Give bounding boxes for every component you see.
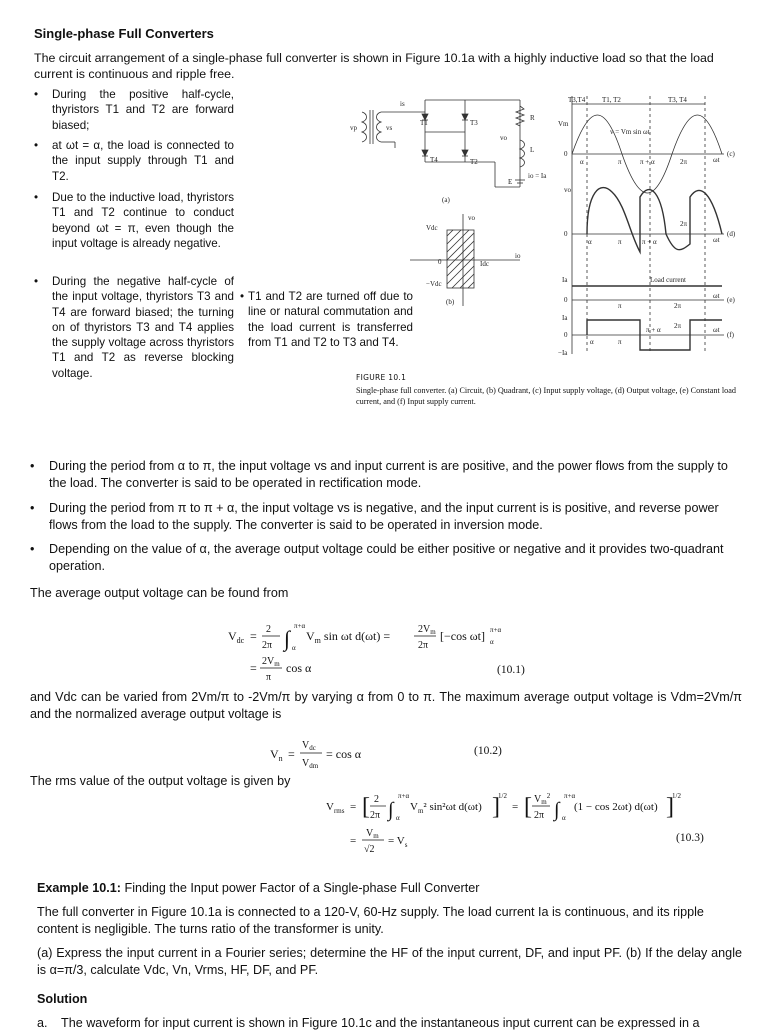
- equation-10-1: [228, 618, 528, 688]
- fig-label-pi-alpha-d: π + α: [642, 238, 657, 246]
- fig-label-pi-e: π: [618, 302, 622, 310]
- list-item: • Due to the inductive load, thyristors T1 and T2 continue to conduct beyond ωt = π, even though the input voltage is already negative.: [34, 191, 234, 250]
- fig-label-alpha-f: α: [590, 338, 594, 346]
- fig-label-alpha-c: α: [580, 158, 584, 166]
- fig-label-load-current: Load current: [650, 276, 686, 284]
- svg-text:[: [: [362, 794, 370, 820]
- fig-label-pi-alpha-c: π + α: [640, 158, 655, 166]
- fig-label-pi-alpha-f: π + α: [646, 326, 661, 334]
- fig-label-L: L: [530, 146, 535, 154]
- svg-text:∫: ∫: [388, 799, 394, 821]
- figure-10-1: [350, 92, 740, 362]
- example-label: Example 10.1:: [37, 881, 122, 895]
- svg-text:Vm sin ωt d(ωt) =: $V_m$ sin ωt d(ωt) =: [306, 629, 391, 645]
- svg-text:2π: 2π: [370, 810, 381, 821]
- svg-text:cos α: cos α: [286, 661, 312, 675]
- svg-text:2: 2: [374, 794, 379, 805]
- svg-text:]: ]: [666, 794, 674, 820]
- svg-text:2π: 2π: [418, 640, 429, 651]
- fig-label-E: E: [508, 178, 513, 186]
- fig-label-T3: T3: [470, 119, 478, 127]
- svg-text:2π: 2π: [534, 810, 545, 821]
- fig-label-T1: T1: [420, 119, 428, 127]
- list-item: • at ωt = α, the load is connected to the input supply through T1 and T2.: [34, 139, 234, 183]
- svg-text:=: =: [250, 629, 257, 643]
- svg-text:π+α: π+α: [294, 622, 306, 630]
- fig-label-sub-c: (c): [727, 150, 735, 158]
- fig-label-zero-c: 0: [564, 150, 568, 158]
- svg-text:α: α: [490, 638, 494, 646]
- fig-label-sub-f: (f): [727, 331, 734, 339]
- fig-label-Ia-e: Ia: [562, 276, 568, 284]
- equation-10-2: [270, 736, 390, 776]
- bullet-text: During the period from α to π, the input voltage vs and input current is are positive, and the power flows from the supply to the load. The converter is said to be operated in rectification mode.: [49, 459, 728, 490]
- figure-caption: Single-phase full converter. (a) Circuit, (b) Quadrant, (c) Input supply voltage, (d) Output voltage, (e) Constant load current, and (f) Input supply current.: [356, 386, 736, 406]
- vdc-range-paragraph: and Vdc can be varied from 2Vm/π to -2Vm/π by varying α from 0 to π. The maximum average output voltage is Vdm=2Vm/π and the normalized average output voltage is: [30, 690, 742, 721]
- svg-text:Vdc: $V_{dc}$: [228, 629, 245, 645]
- svg-text:[: [: [524, 794, 532, 820]
- fig-label-2pi-e: 2π: [674, 302, 682, 310]
- svg-text:α: α: [292, 644, 296, 652]
- fig-label-vo-d: vo: [564, 186, 571, 194]
- fig-label-R: R: [530, 114, 535, 122]
- svg-text:π+α: π+α: [564, 792, 576, 800]
- fig-label-io: io = Ia: [528, 172, 547, 180]
- svg-text:=: =: [512, 801, 519, 813]
- example-body: The full converter in Figure 10.1a is connected to a 120-V, 60-Hz supply. The load current Ia is continuous, and its ripple content is negligible. The turns ratio of the transformer is unity.: [37, 905, 704, 936]
- fig-label-vs: vs: [386, 124, 393, 132]
- fig-label-T1T2-top: T1, T2: [602, 96, 621, 104]
- svg-text:=: =: [350, 801, 357, 813]
- equation-number: (10.2): [474, 745, 502, 757]
- fig-label-2pi-f: 2π: [674, 322, 682, 330]
- bullet-text: During the negative half-cycle of the input voltage, thyristors T3 and T4 are forward biased; the turning on of thyristors T3 and T4 applies the supply voltage across thyristors T1 and T2 as reverse blocking voltage.: [52, 275, 234, 380]
- fig-label-Vm: Vm: [558, 120, 569, 128]
- svg-text:= Vs: = $V_s$: [388, 835, 408, 849]
- svg-text:π+α: π+α: [490, 626, 502, 634]
- fig-label-wt-c: ωt: [713, 156, 720, 164]
- fig-label-2pi-d: 2π: [680, 220, 688, 228]
- svg-text:π: π: [266, 672, 272, 683]
- svg-text:2Vm: $2V_m$: [418, 624, 436, 636]
- fig-label-zero-e: 0: [564, 296, 568, 304]
- svg-text:=: =: [288, 747, 295, 761]
- svg-text:√2: √2: [364, 844, 375, 855]
- fig-label-pi-c: π: [618, 158, 622, 166]
- bullet-text: at ωt = α, the load is connected to the input supply through T1 and T2.: [52, 139, 234, 183]
- fig-label-2pi-c: 2π: [680, 158, 688, 166]
- fig-label-Idc: Idc: [480, 260, 489, 268]
- svg-text:α: α: [396, 814, 400, 822]
- circuit-diagram: [362, 100, 525, 187]
- svg-text:π+α: π+α: [398, 792, 410, 800]
- fig-label-Ia-f: Ia: [562, 314, 568, 322]
- fig-label-vo: vo: [500, 134, 507, 142]
- solution-heading: Solution: [37, 992, 88, 1006]
- svg-text:2π: 2π: [262, 640, 273, 651]
- svg-text:1/2: 1/2: [498, 792, 507, 800]
- svg-text:Vm: $V_m$: [366, 828, 379, 840]
- fig-label-T2: T2: [470, 158, 478, 166]
- svg-text:α: α: [562, 814, 566, 822]
- example-parts: (a) Express the input current in a Fourier series; determine the HF of the input current, DF, and input PF. (b) If the delay angle is α=π/3, calculate Vdc, Vn, Vrms, HF, DF, and PF.: [37, 946, 742, 977]
- bullet-text: Due to the inductive load, thyristors T1 and T2 continue to conduct beyond ωt = π, even though the input voltage is already negative.: [52, 191, 234, 250]
- example-heading: [37, 880, 749, 897]
- fig-label-sub-d: (d): [727, 230, 736, 238]
- list-item: • During the period from π to π + α, the input voltage vs is negative, and the input current is is positive, and reverse power flows from the load to the supply. The converter is said to be operated in inversion mode.: [30, 500, 742, 534]
- fig-label-T3T4-top2: T3, T4: [668, 96, 687, 104]
- solution-item-marker: a.: [37, 1016, 48, 1030]
- avg-voltage-intro: The average output voltage can be found from: [30, 586, 289, 600]
- rms-intro: The rms value of the output voltage is given by: [30, 774, 291, 788]
- svg-text:Vrms: $V_{rms}$: [326, 801, 345, 815]
- fig-label-wt-e: ωt: [713, 292, 720, 300]
- svg-text:Vm² sin²ωt d(ωt): $V_m^2$ sin²ωt d(ωt): [410, 801, 482, 815]
- list-item: • Depending on the value of α, the average output voltage could be either positive or negative and it provides two-quadrant operation.: [30, 541, 742, 575]
- equation-10-3: [326, 788, 686, 858]
- fig-label-quadrant-zero: 0: [438, 258, 442, 266]
- bullet-text: Depending on the value of α, the average output voltage could be either positive or negative and it provides two-quadrant operation.: [49, 542, 724, 573]
- fig-label-sub-e: (e): [727, 296, 735, 304]
- intro-paragraph: The circuit arrangement of a single-phase full converter is shown in Figure 10.1a with a highly inductive load so that the load current is continuous and ripple free.: [34, 51, 714, 81]
- bullet-text: T1 and T2 are turned off due to line or natural commutation and the load current is transferred from T1 and T2 to T3 and T4.: [248, 290, 413, 349]
- fig-label-v-eq: v = Vm sin ωt: [610, 128, 650, 136]
- fig-label-is: is: [400, 100, 405, 108]
- equation-number: (10.3): [676, 832, 704, 844]
- bullet-text: During the period from π to π + α, the input voltage vs is negative, and the input current is is positive, and reverse power flows from the load to the supply. The converter is said to be operated in inversion mode.: [49, 501, 719, 532]
- equation-number: (10.1): [497, 664, 525, 676]
- bullet-text: During the positive half-cycle, thyristors T1 and T2 are forward biased;: [52, 88, 234, 132]
- fig-label-neg-Ia: −Ia: [558, 349, 568, 357]
- fig-label-T4: T4: [430, 156, 438, 164]
- svg-text:[−cos ωt]: [−cos ωt]: [440, 629, 485, 643]
- svg-text:Vm2: $V_m^2$: [534, 792, 551, 806]
- fig-label-zero-d: 0: [564, 230, 568, 238]
- example-title: Finding the Input power Factor of a Single-phase Full Converter: [121, 881, 480, 895]
- fig-label-sub-b: (b): [446, 298, 455, 306]
- fig-label-alpha-d: α: [588, 238, 592, 246]
- svg-text:=: =: [350, 835, 357, 847]
- svg-text:2: 2: [266, 624, 271, 635]
- fig-label-zero-f: 0: [564, 331, 568, 339]
- svg-text:∫: ∫: [554, 799, 560, 821]
- fig-label-T3T4-top: T3,T4: [568, 96, 586, 104]
- list-item: • During the period from α to π, the input voltage vs and input current is are positive, and the power flows from the supply to the load. The converter is said to be operated in rectification mode.: [30, 458, 742, 492]
- list-item: • During the positive half-cycle, thyristors T1 and T2 are forward biased;: [34, 88, 234, 132]
- fig-label-wt-f: ωt: [713, 326, 720, 334]
- fig-label-pi-d: π: [618, 238, 622, 246]
- fig-label-wt-d: ωt: [713, 236, 720, 244]
- list-item: • T1 and T2 are turned off due to line or natural commutation and the load current is transferred from T1 and T2 to T3 and T4.: [240, 290, 413, 349]
- svg-text:2Vm: $2V_m$: [262, 656, 280, 668]
- fig-label-quadrant-vo: vo: [468, 214, 475, 222]
- svg-text:(1 − cos 2ωt) d(ωt): (1 − cos 2ωt) d(ωt): [574, 801, 658, 813]
- svg-text:∫: ∫: [284, 626, 291, 651]
- fig-label-quadrant-io: io: [515, 252, 521, 260]
- fig-label-vp: vp: [350, 124, 357, 132]
- svg-text:= cos α: = cos α: [326, 747, 362, 761]
- svg-text:Vdm: $V_{dm}$: [302, 758, 319, 770]
- fig-label-Vdc: Vdc: [426, 224, 438, 232]
- section-title: Single-phase Full Converters: [34, 26, 214, 41]
- fig-label-neg-Vdc: −Vdc: [426, 280, 442, 288]
- svg-text:Vdc: $V_{dc}$: [302, 740, 316, 752]
- list-item: • During the negative half-cycle of the input voltage, thyristors T3 and T4 are forward biased; the turning on of thyristors T3 and T4 applies the supply voltage across thyristors T1 and T2 as reverse blocking voltage.: [34, 275, 234, 380]
- fig-label-pi-f: π: [618, 338, 622, 346]
- svg-text:1/2: 1/2: [672, 792, 681, 800]
- solution-item-text: The waveform for input current is shown in Figure 10.1c and the instantaneous input current can be expressed in a: [61, 1016, 700, 1030]
- fig-label-sub-a: (a): [442, 196, 450, 204]
- svg-text:Vn: $V_n$: [270, 747, 283, 763]
- svg-text:=: =: [250, 661, 257, 675]
- svg-text:]: ]: [492, 794, 500, 820]
- figure-title: FIGURE 10.1: [356, 373, 407, 382]
